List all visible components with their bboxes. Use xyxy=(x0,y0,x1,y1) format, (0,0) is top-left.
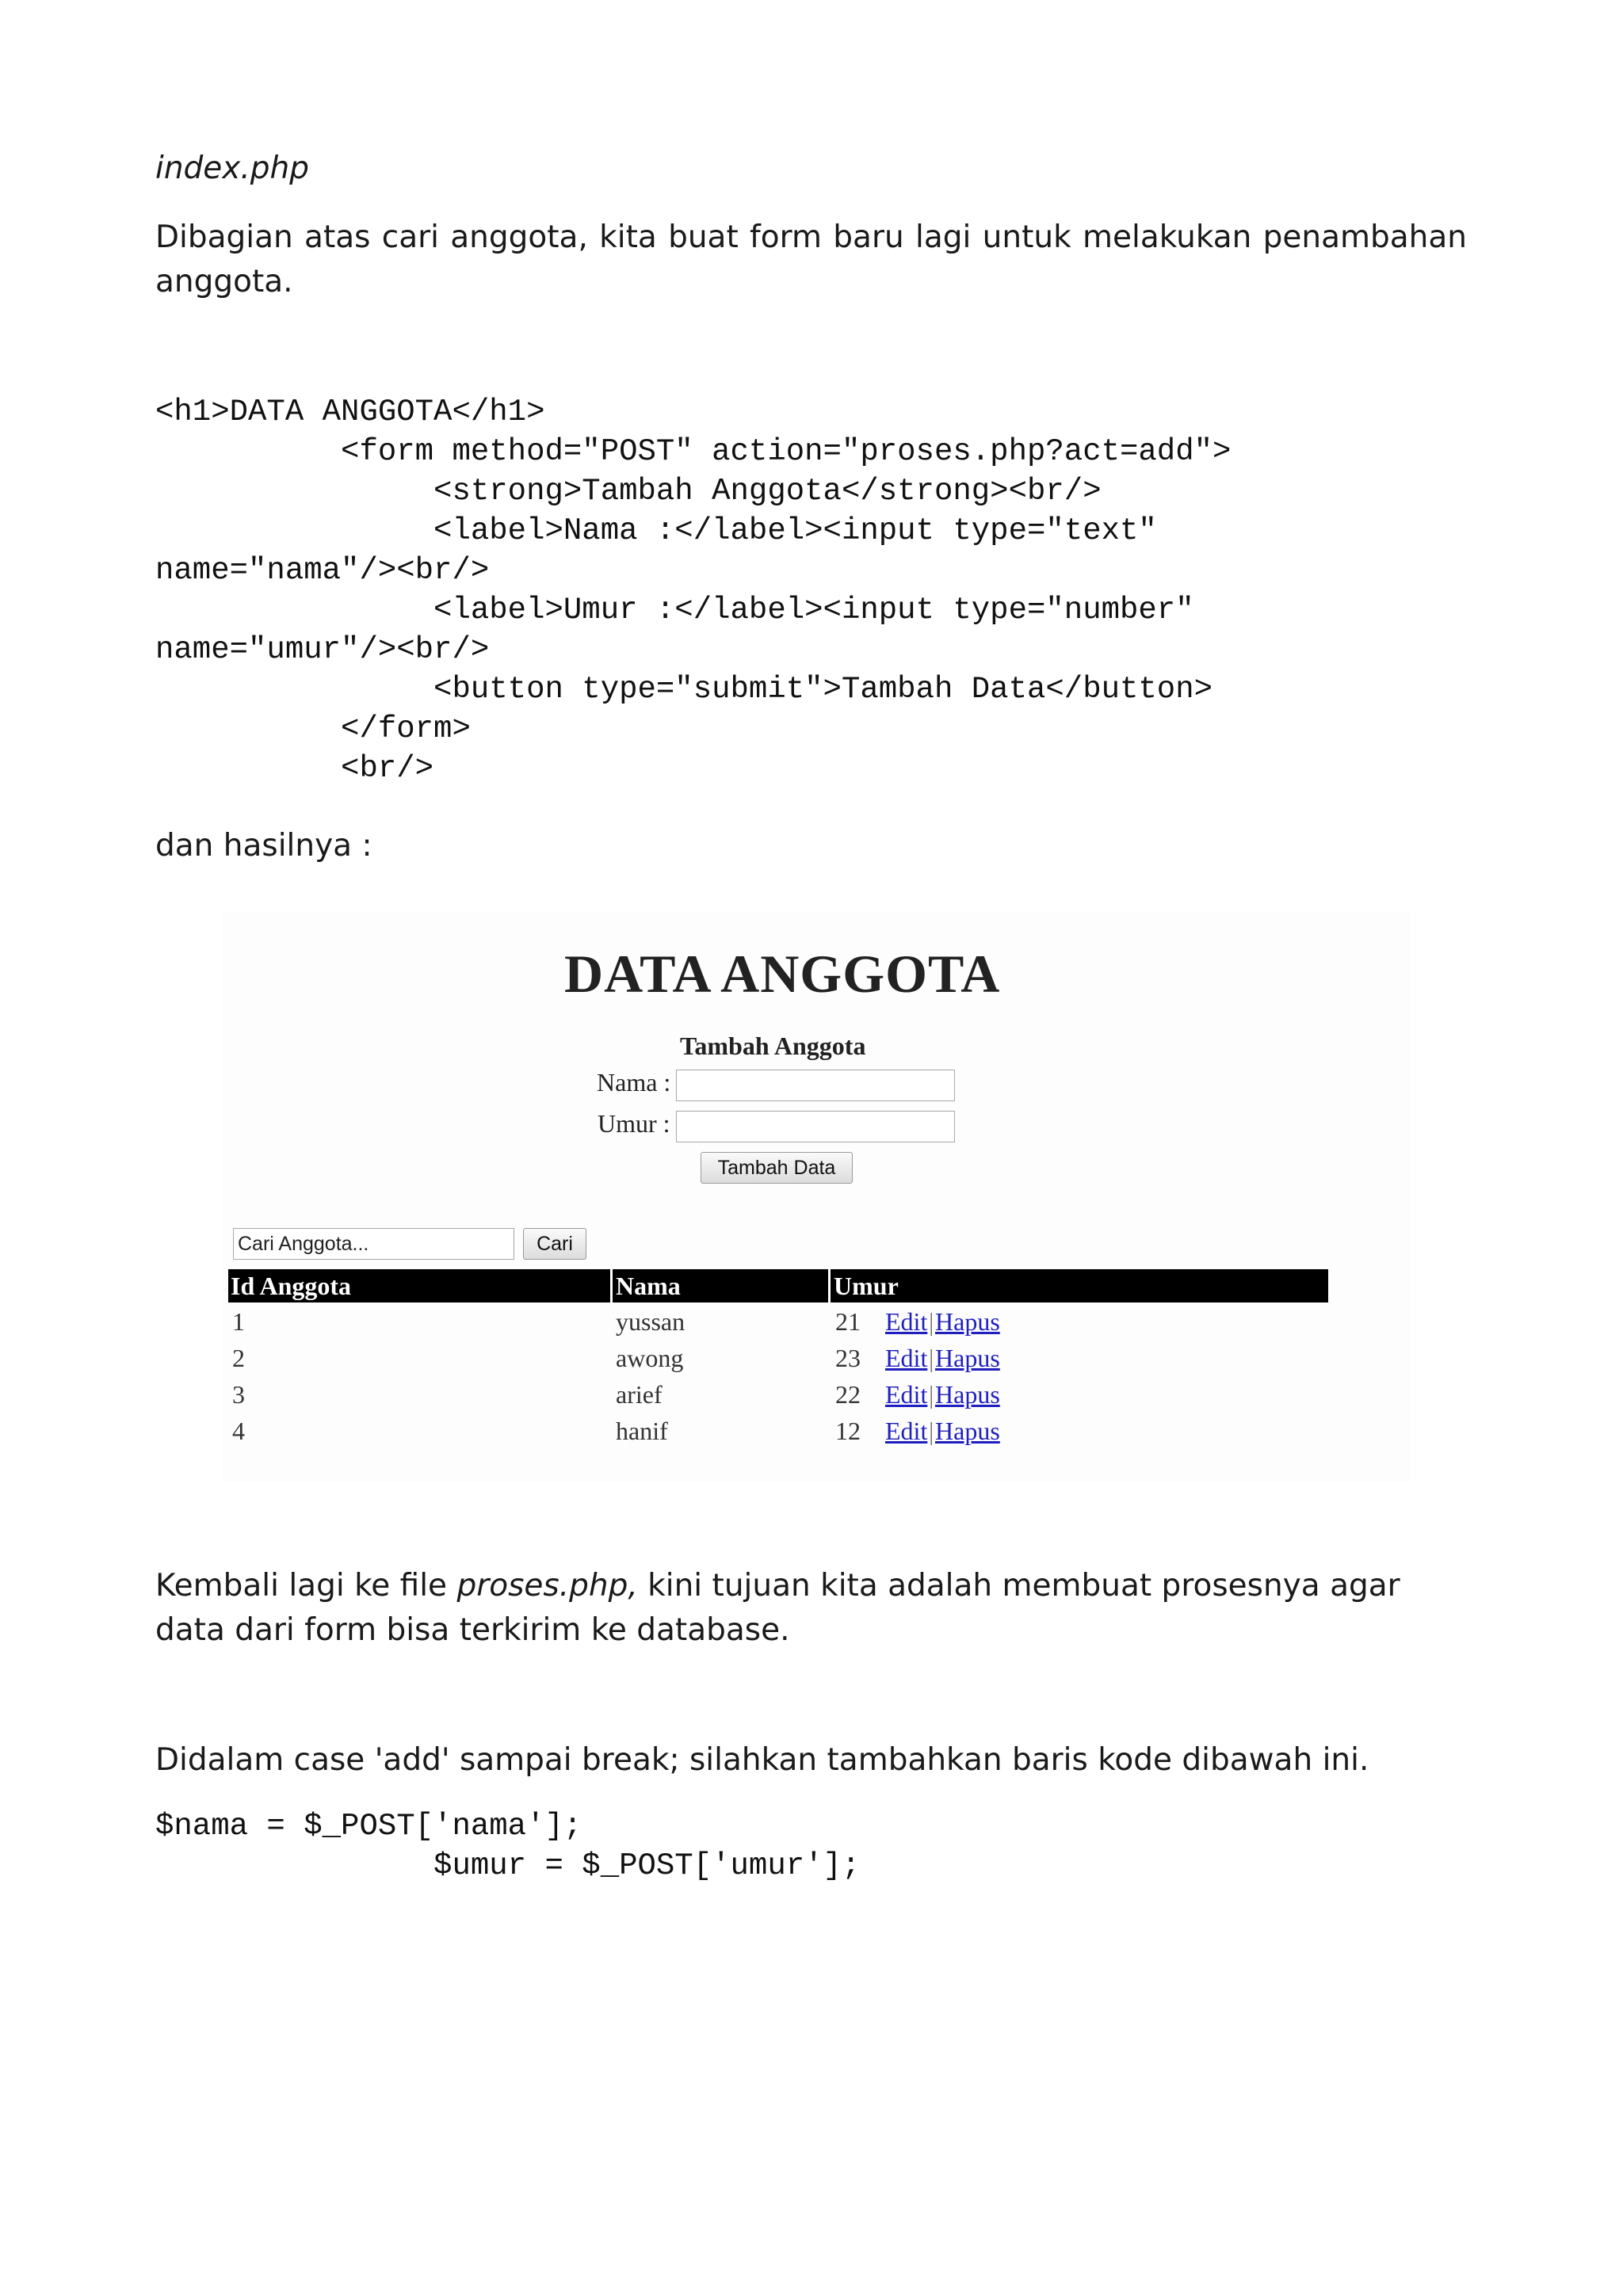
nama-label: Nama : xyxy=(597,1068,671,1097)
cell-umur: 22 xyxy=(835,1380,861,1409)
para3-text-after: kini tujuan kita adalah membuat prosesnya agar data dari form bisa terkirim ke database. xyxy=(155,1568,1400,1648)
link-separator: | xyxy=(929,1380,934,1409)
link-separator: | xyxy=(929,1417,934,1445)
header-divider xyxy=(610,1269,613,1302)
column-header-umur: Umur xyxy=(834,1272,899,1300)
edit-link[interactable]: Edit xyxy=(885,1417,928,1445)
nama-input[interactable] xyxy=(676,1070,955,1101)
hapus-link[interactable]: Hapus xyxy=(935,1307,1000,1336)
hapus-link[interactable]: Hapus xyxy=(935,1380,1000,1409)
cell-umur: 12 xyxy=(835,1417,861,1445)
cell-id: 3 xyxy=(232,1380,245,1409)
cell-nama: awong xyxy=(616,1344,684,1372)
proses-filename: proses.php, xyxy=(456,1568,638,1604)
table-header xyxy=(228,1269,1328,1302)
cell-id: 1 xyxy=(232,1307,245,1336)
cell-umur: 23 xyxy=(835,1344,861,1372)
edit-link[interactable]: Edit xyxy=(885,1380,928,1409)
result-screenshot xyxy=(222,911,1411,1482)
search-button[interactable]: Cari xyxy=(523,1228,586,1260)
cell-nama: yussan xyxy=(616,1307,685,1336)
para3-text-before: Kembali lagi ke file xyxy=(155,1568,457,1604)
instruction-paragraph: Didalam case 'add' sampai break; silahkan tambahkan baris kode dibawah ini. xyxy=(155,1742,1369,1778)
cell-umur: 21 xyxy=(835,1307,861,1336)
table-row xyxy=(222,1415,1331,1451)
search-input[interactable]: Cari Anggota... xyxy=(233,1228,514,1260)
column-header-nama: Nama xyxy=(616,1272,681,1300)
result-label: dan hasilnya : xyxy=(155,828,372,864)
hapus-link[interactable]: Hapus xyxy=(935,1417,1000,1445)
edit-link[interactable]: Edit xyxy=(885,1307,928,1336)
cell-id: 4 xyxy=(232,1417,245,1445)
explanation-paragraph xyxy=(155,1564,1471,1653)
cell-nama: arief xyxy=(616,1380,663,1409)
table-row xyxy=(222,1306,1331,1342)
page-title: DATA ANGGOTA xyxy=(564,944,1001,1004)
tambah-data-button[interactable]: Tambah Data xyxy=(701,1152,853,1184)
table-row xyxy=(222,1379,1331,1415)
hapus-link[interactable]: Hapus xyxy=(935,1344,1000,1372)
link-separator: | xyxy=(929,1344,934,1372)
link-separator: | xyxy=(929,1307,934,1336)
code-block-php: $nama = $_POST['nama']; $umur = $_POST['umur']; xyxy=(155,1809,861,1883)
filename-label: index.php xyxy=(155,151,310,186)
table-row xyxy=(222,1342,1331,1379)
edit-link[interactable]: Edit xyxy=(885,1344,928,1372)
cell-nama: hanif xyxy=(616,1417,668,1445)
column-header-id: Id Anggota xyxy=(231,1272,352,1300)
header-divider xyxy=(828,1269,831,1302)
umur-input[interactable] xyxy=(676,1111,955,1142)
form-title: Tambah Anggota xyxy=(680,1032,866,1060)
intro-paragraph: Dibagian atas cari anggota, kita buat form baru lagi untuk melakukan penambahan anggota. xyxy=(155,219,1467,299)
umur-label: Umur : xyxy=(598,1109,670,1138)
cell-id: 2 xyxy=(232,1344,245,1372)
code-block-html: <h1>DATA ANGGOTA</h1> <form method="POST" action="proses.php?act=add"> <strong>Tambah Anggota</strong><br/> <label>Nama :</label><input type="text" name="nama"/><br/> <label>Umur :</label><input type="number" name="umur"/><br/> <button type="submit">Tambah Data</button> </form> <br/> xyxy=(155,395,1232,786)
